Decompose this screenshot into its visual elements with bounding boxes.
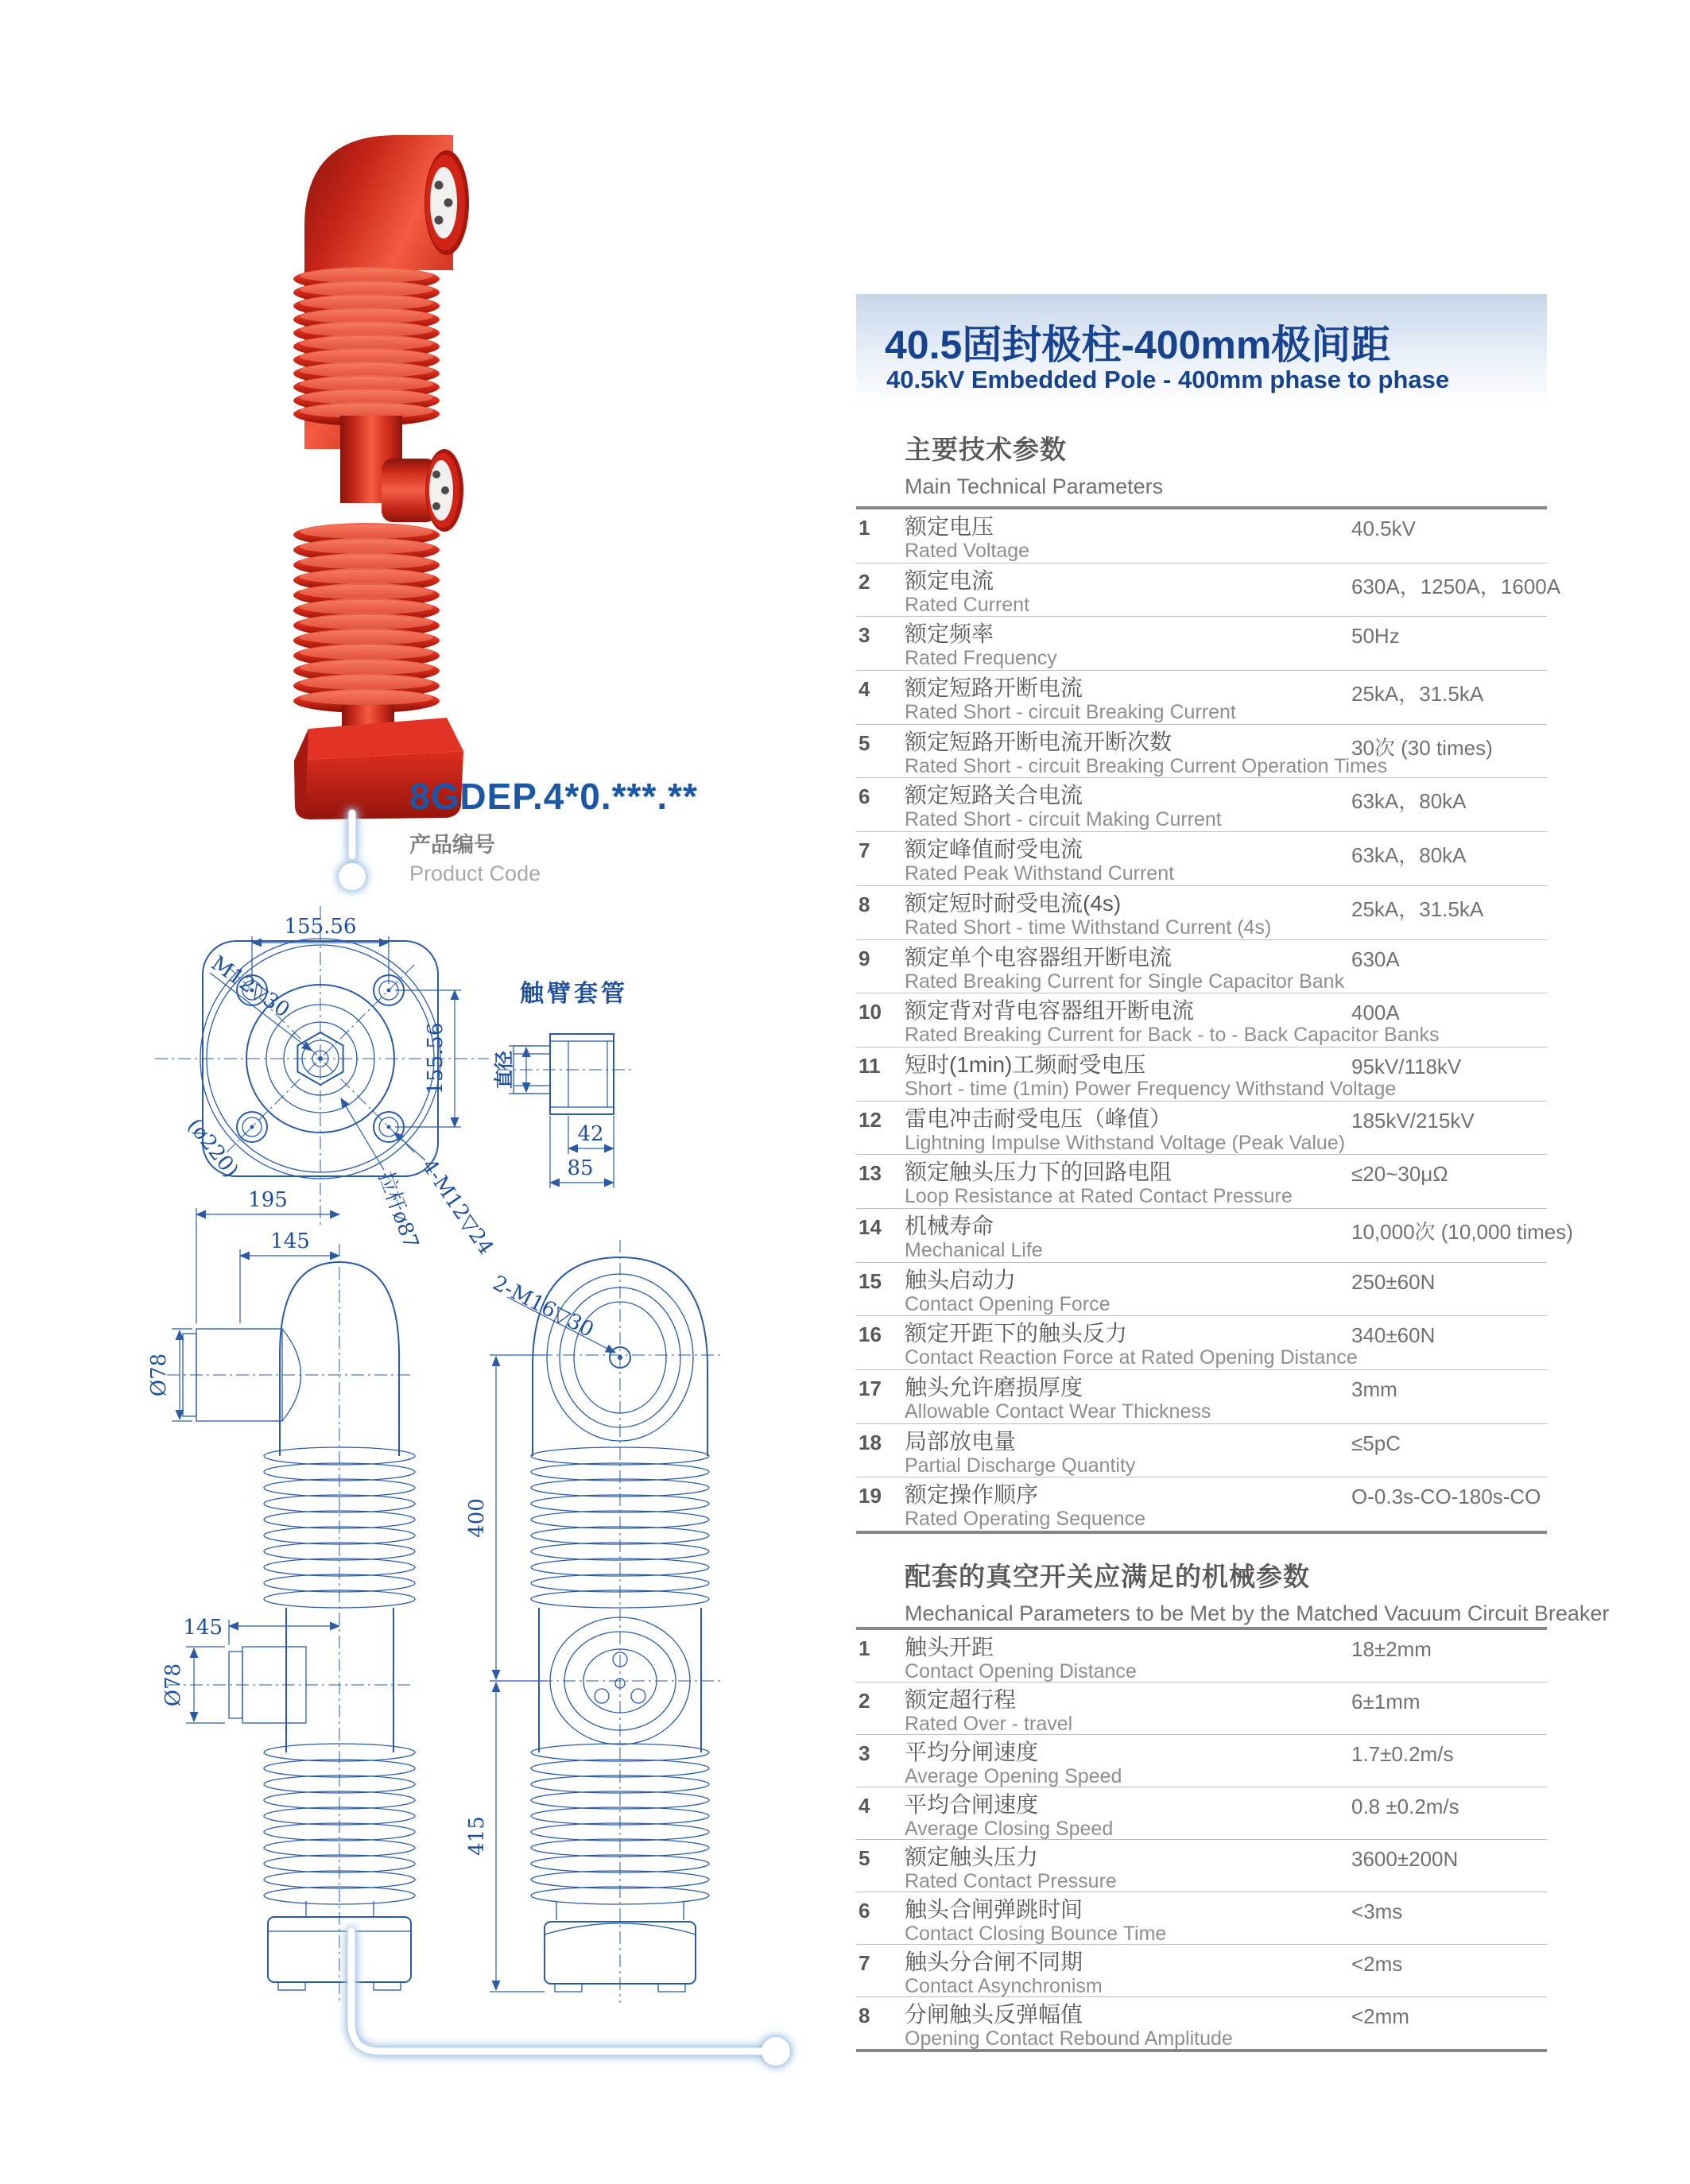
row-number: 12: [859, 1107, 882, 1132]
mech-params-title-en: Mechanical Parameters to be Met by the Matched Vacuum Circuit Breaker: [905, 1601, 1610, 1625]
dim-bolt-spacing-h: 155.56: [284, 915, 357, 939]
param-labels: [905, 1160, 1293, 1208]
param-value: O-0.3s-CO-180s-CO: [1351, 1485, 1541, 1509]
dim-145-top: 145: [270, 1229, 310, 1253]
table-row: [856, 1735, 1547, 1787]
row-number: 19: [859, 1484, 882, 1508]
param-name-en: Rated Short - circuit Breaking Current Operation Times: [905, 754, 1388, 777]
param-name-zh: 额定单个电容器组开断电流: [905, 944, 1173, 970]
param-value: 0.8 ±0.2m/s: [1351, 1795, 1459, 1818]
param-name-zh: 雷电冲击耐受电压（峰值）: [905, 1106, 1173, 1131]
param-labels: [905, 1687, 1072, 1736]
row-number: 7: [859, 1951, 870, 1975]
param-name-en: Rated Short - time Withstand Current (4s): [905, 916, 1272, 939]
dim-corner-bolts: 4-M12▽24: [417, 1155, 498, 1260]
table-row: [856, 1630, 1547, 1683]
param-name-zh: 额定短路开断电流: [905, 676, 1083, 701]
param-name-zh: 额定频率: [905, 622, 994, 647]
table-row: [856, 1102, 1547, 1156]
mech-params-table: [856, 1627, 1547, 2052]
param-value: 3600±200N: [1351, 1847, 1459, 1871]
dim-pull-rod: 拉杆ø87: [373, 1168, 424, 1253]
param-name-zh: 额定触头压力下的回路电阻: [905, 1160, 1173, 1185]
param-name-zh: 额定背对背电容器组开断电流: [905, 998, 1195, 1024]
param-labels: [905, 622, 1057, 670]
row-number: 2: [859, 1689, 870, 1713]
param-name-en: Rated Over - travel: [905, 1713, 1073, 1735]
dim-400: 400: [465, 1498, 489, 1538]
param-name-en: Rated Operating Sequence: [905, 1508, 1145, 1531]
param-name-en: Contact Closing Bounce Time: [905, 1923, 1167, 1945]
param-value: <3ms: [1351, 1899, 1403, 1923]
param-name-en: Contact Asynchronism: [905, 1975, 1103, 1997]
param-labels: [905, 891, 1271, 939]
row-number: 13: [859, 1161, 882, 1186]
param-labels: [905, 730, 1387, 778]
param-value: 63kA，80kA: [1351, 789, 1467, 814]
row-number: 8: [859, 892, 870, 916]
param-name-zh: 平均合闸速度: [905, 1792, 1039, 1817]
table-row: [856, 563, 1561, 618]
mech-params-header: [905, 1556, 1610, 1626]
dim-d78-mid: Ø78: [161, 1663, 185, 1707]
row-number: 8: [859, 2004, 870, 2027]
row-number: 3: [859, 623, 870, 648]
param-name-en: Partial Discharge Quantity: [905, 1454, 1136, 1477]
param-labels: [905, 2002, 1233, 2050]
param-labels: [905, 945, 1344, 993]
param-name-en: Rated Breaking Current for Single Capacitor Bank: [905, 970, 1345, 993]
param-labels: [905, 676, 1236, 724]
param-name-zh: 额定短时耐受电流(4s): [905, 890, 1122, 916]
photo-callout-pin: [326, 807, 382, 902]
param-name-en: Short - time (1min) Power Frequency Withstand Voltage: [905, 1077, 1397, 1100]
mech-params-title-zh: 配套的真空开关应满足的机械参数: [905, 1562, 1310, 1591]
table-row: [856, 1787, 1547, 1840]
param-name-en: Rated Peak Withstand Current: [905, 862, 1175, 885]
pole-side-view: [147, 1188, 415, 2003]
param-value: 185kV/215kV: [1351, 1108, 1475, 1133]
param-labels: [905, 568, 1029, 617]
row-number: 4: [859, 1794, 870, 1818]
param-value: 40.5kV: [1351, 517, 1416, 540]
table-row: [856, 993, 1547, 1047]
param-name-zh: 额定超行程: [905, 1687, 1017, 1712]
row-number: 1: [859, 516, 870, 540]
param-labels: [905, 1950, 1103, 1998]
table-row: [856, 1370, 1547, 1424]
row-number: 11: [859, 1053, 881, 1078]
param-value: 6±1mm: [1351, 1690, 1421, 1714]
dim-195: 195: [248, 1188, 288, 1212]
table-row: [856, 617, 1547, 671]
row-number: 15: [859, 1268, 882, 1293]
table-row: [856, 778, 1547, 832]
table-row: [856, 886, 1547, 940]
param-labels: [905, 1792, 1113, 1841]
row-number: 6: [859, 784, 870, 809]
table-row: [856, 1945, 1547, 1997]
param-labels: [905, 1375, 1211, 1423]
param-name-zh: 触头合闸弹跳时间: [905, 1897, 1083, 1922]
row-number: 2: [859, 569, 870, 594]
param-name-zh: 额定触头压力: [905, 1845, 1039, 1869]
table-row: [856, 1892, 1547, 1945]
param-labels: [905, 1845, 1117, 1893]
param-value: 25kA，31.5kA: [1351, 896, 1484, 921]
param-labels: [905, 837, 1174, 885]
product-code-label-en: Product Code: [409, 862, 541, 885]
param-labels: [905, 1321, 1358, 1369]
row-number: 1: [859, 1636, 870, 1660]
row-number: 6: [859, 1899, 870, 1923]
contact-arm-sleeve-view: [493, 981, 634, 1188]
dim-center-bolt: M12▽30: [206, 951, 294, 1023]
param-labels: [905, 514, 1029, 563]
param-value: 63kA，80kA: [1351, 843, 1467, 868]
table-row: [856, 671, 1547, 725]
dim-sleeve-diameter-label: 直径: [494, 1051, 515, 1089]
param-value: 30次 (30 times): [1351, 735, 1493, 760]
param-name-zh: 额定操作顺序: [905, 1482, 1039, 1508]
param-value: ≤5pC: [1351, 1431, 1401, 1455]
param-name-en: Rated Frequency: [905, 647, 1057, 670]
param-name-en: Rated Contact Pressure: [905, 1870, 1117, 1892]
row-number: 9: [859, 946, 870, 970]
param-name-zh: 额定电压: [905, 514, 994, 539]
dim-sleeve-42: 42: [577, 1122, 604, 1146]
dim-145-mid: 145: [183, 1616, 223, 1640]
page-title-en: 40.5kV Embedded Pole - 400mm phase to phase: [886, 366, 1450, 393]
param-name-en: Rated Voltage: [905, 540, 1030, 562]
product-code: 8GDEP.4*0.***.**: [409, 776, 698, 817]
row-number: 3: [859, 1741, 870, 1765]
table-row: [856, 1263, 1547, 1317]
param-name-zh: 触头允许磨损厚度: [905, 1375, 1083, 1400]
param-name-zh: 局部放电量: [905, 1428, 1017, 1454]
flange-top-view: [155, 906, 498, 1259]
drawing-callout-line: [302, 1907, 819, 2090]
dim-top-bolts: 2-M16▽30: [488, 1271, 598, 1342]
technical-drawings: [143, 890, 779, 2019]
param-name-en: Contact Opening Distance: [905, 1660, 1137, 1683]
row-number: 5: [859, 730, 870, 755]
param-value: 95kV/118kV: [1351, 1054, 1462, 1078]
table-row: [856, 1155, 1547, 1209]
param-name-en: Rated Breaking Current for Back - to - Back Capacitor Banks: [905, 1024, 1440, 1047]
dim-bolt-spacing-v: 155.56: [424, 1022, 448, 1095]
param-name-zh: 额定短路关合电流: [905, 783, 1083, 808]
param-name-zh: 机械寿命: [905, 1213, 994, 1238]
param-value: ≤20~30μΩ: [1351, 1162, 1448, 1187]
table-row: [856, 1683, 1547, 1735]
param-name-zh: 触头启动力: [905, 1267, 1017, 1292]
dim-415: 415: [465, 1816, 489, 1856]
param-labels: [905, 1429, 1135, 1477]
table-row: [856, 1840, 1547, 1892]
param-value: 50Hz: [1351, 624, 1400, 649]
param-labels: [905, 1740, 1122, 1788]
sleeve-title: 触臂套管: [520, 981, 628, 1007]
param-labels: [905, 1897, 1166, 1946]
param-name-en: Average Opening Speed: [905, 1765, 1122, 1787]
main-params-title-zh: 主要技术参数: [905, 435, 1067, 464]
table-row: [856, 940, 1547, 994]
main-params-header: [905, 429, 1549, 499]
param-labels: [905, 783, 1222, 831]
param-name-en: Loop Resistance at Rated Contact Pressure: [905, 1185, 1293, 1208]
param-value: 1.7±0.2m/s: [1351, 1742, 1454, 1766]
param-name-zh: 额定电流: [905, 567, 994, 593]
table-row: [856, 1209, 1573, 1263]
param-name-zh: 触头开距: [905, 1635, 994, 1659]
param-value: 400A: [1351, 1001, 1400, 1025]
row-number: 14: [859, 1214, 882, 1239]
param-value: 250±60N: [1351, 1269, 1436, 1294]
param-name-en: Rated Short - circuit Making Current: [905, 808, 1222, 831]
param-name-en: Opening Contact Rebound Amplitude: [905, 2027, 1233, 2050]
param-name-zh: 分闸触头反弹幅值: [905, 2002, 1083, 2027]
param-name-en: Mechanical Life: [905, 1238, 1043, 1261]
param-value: 25kA，31.5kA: [1351, 682, 1484, 707]
param-name-en: Average Closing Speed: [905, 1818, 1114, 1840]
param-value: 630A，1250A，1600A: [1351, 574, 1561, 598]
table-row: [856, 832, 1547, 886]
row-number: 5: [859, 1846, 870, 1870]
row-number: 16: [859, 1322, 882, 1347]
table-row: [856, 1477, 1547, 1531]
param-labels: [905, 1052, 1396, 1101]
param-name-en: Rated Short - circuit Breaking Current: [905, 701, 1236, 724]
param-labels: [905, 1482, 1145, 1531]
page-title-zh: 40.5固封极柱-400mm极间距: [885, 323, 1391, 367]
param-name-en: Rated Current: [905, 593, 1030, 616]
main-params-title-en: Main Technical Parameters: [905, 474, 1164, 498]
row-number: 10: [859, 1000, 882, 1024]
param-value: 340±60N: [1351, 1323, 1436, 1348]
param-value: 630A: [1351, 947, 1400, 971]
table-row: [856, 725, 1547, 779]
param-name-zh: 额定短路开断电流开断次数: [905, 729, 1173, 754]
table-row: [856, 1424, 1547, 1478]
param-value: 10,000次 (10,000 times): [1351, 1219, 1573, 1244]
param-labels: [905, 1106, 1345, 1155]
param-value: 18±2mm: [1351, 1637, 1432, 1661]
param-name-en: Allowable Contact Wear Thickness: [905, 1400, 1211, 1423]
param-value: 3mm: [1351, 1377, 1397, 1401]
title-banner: [856, 294, 1547, 407]
param-name-zh: 额定峰值耐受电流: [905, 837, 1083, 862]
row-number: 18: [859, 1430, 882, 1454]
main-params-table: [856, 506, 1573, 1534]
param-labels: [905, 1635, 1137, 1683]
table-row: [856, 509, 1547, 563]
param-name-zh: 平均分闸速度: [905, 1740, 1039, 1764]
param-name-en: Contact Opening Force: [905, 1292, 1111, 1315]
dim-sleeve-85: 85: [567, 1156, 594, 1180]
param-name-zh: 短时(1min)工频耐受电压: [905, 1051, 1146, 1077]
table-row: [856, 1997, 1547, 2049]
table-row: [856, 1316, 1547, 1370]
param-name-en: Lightning Impulse Withstand Voltage (Peak Value): [905, 1131, 1346, 1154]
row-number: 4: [859, 677, 870, 702]
param-value: <2mm: [1351, 2004, 1409, 2028]
param-labels: [905, 1214, 1043, 1262]
table-row: [856, 1047, 1547, 1102]
dim-d78-top: Ø78: [147, 1353, 171, 1397]
row-number: 17: [859, 1377, 882, 1400]
param-value: <2ms: [1351, 1952, 1403, 1976]
pole-front-view: [465, 1240, 723, 2003]
param-name-zh: 额定开距下的触头反力: [905, 1321, 1128, 1346]
param-name-zh: 触头分合闸不同期: [905, 1950, 1083, 1974]
product-photo: [262, 115, 485, 823]
param-name-en: Contact Reaction Force at Rated Opening Distance: [905, 1346, 1358, 1369]
product-code-label-zh: 产品编号: [409, 833, 495, 857]
param-labels: [905, 1268, 1110, 1316]
dim-flange-diameter: (ø220): [182, 1113, 243, 1183]
product-code-block: [409, 775, 698, 886]
row-number: 7: [859, 838, 870, 863]
